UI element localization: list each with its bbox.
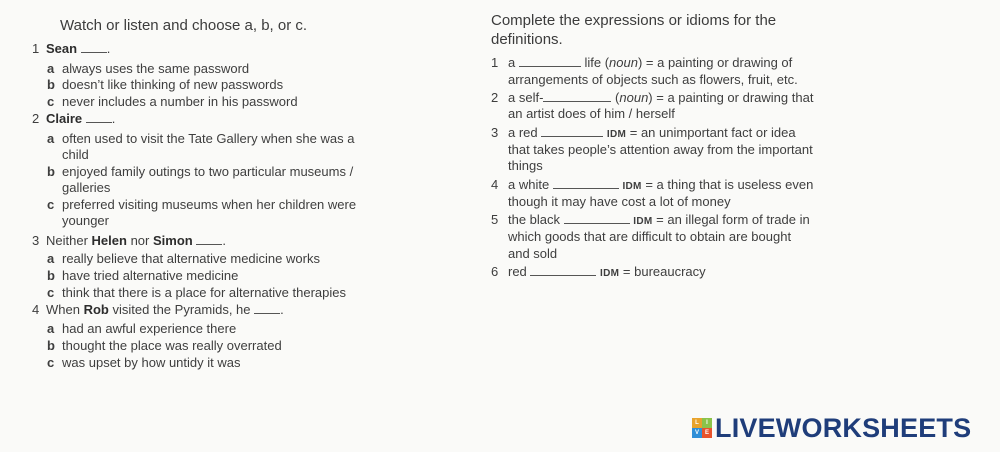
answer-blank[interactable] [553, 178, 619, 189]
question-stem: Claire . [46, 111, 116, 126]
option-text: think that there is a place for alternative therapies [62, 285, 346, 300]
answer-blank[interactable] [86, 112, 112, 123]
item-text: that takes people’s attention away from the important [508, 142, 813, 157]
item-text: and sold [508, 246, 558, 261]
option-text: doesn’t like thinking of new passwords [62, 77, 284, 92]
option-letter[interactable]: c [47, 285, 55, 300]
logo-text: LIVEWORKSHEETS [715, 412, 972, 443]
item-text: a red IDM = an unimportant fact or idea [508, 125, 796, 140]
item-text: a self- (noun) = a painting or drawing that [508, 90, 814, 105]
item-text: the black IDM = an illegal form of trade in [508, 212, 810, 227]
option-letter[interactable]: a [47, 131, 55, 146]
item-text: a white IDM = a thing that is useless even [508, 177, 814, 192]
option-text: had an awful experience there [62, 321, 237, 336]
option-text: thought the place was really overrated [62, 338, 282, 353]
idiom-tag: IDM [622, 181, 642, 192]
item-number: 1 [491, 55, 499, 70]
question-number: 2 [32, 111, 40, 126]
answer-blank[interactable] [519, 56, 581, 67]
right-heading-line1: Complete the expressions or idioms for the [491, 12, 777, 29]
option-text: have tried alternative medicine [62, 268, 239, 283]
question-number: 3 [32, 233, 40, 248]
option-letter[interactable]: b [47, 164, 55, 179]
item-text: red IDM = bureaucracy [508, 264, 706, 279]
option-letter[interactable]: b [47, 268, 55, 283]
option-text: child [62, 147, 89, 162]
item-text: though it may have cost a lot of money [508, 194, 731, 209]
option-text: always uses the same password [62, 61, 250, 76]
option-text: often used to visit the Tate Gallery when she was a [62, 131, 355, 146]
item-number: 6 [491, 264, 499, 279]
person-name: Helen [91, 233, 127, 248]
answer-blank[interactable] [196, 234, 222, 245]
option-text: galleries [62, 180, 111, 195]
question-number: 1 [32, 41, 40, 56]
right-heading-line2: definitions. [491, 31, 563, 48]
item-number: 5 [491, 212, 499, 227]
option-letter[interactable]: c [47, 355, 55, 370]
question-stem: When Rob visited the Pyramids, he . [46, 302, 284, 317]
option-text: preferred visiting museums when her children were [62, 197, 357, 212]
person-name: Simon [153, 233, 193, 248]
option-letter[interactable]: c [47, 94, 55, 109]
answer-blank[interactable] [254, 303, 280, 314]
item-text: a life (noun) = a painting or drawing of [508, 55, 793, 70]
option-text: younger [62, 213, 109, 228]
idiom-tag: IDM [633, 216, 653, 227]
item-text: an artist does of him / herself [508, 106, 675, 121]
idiom-tag: IDM [600, 268, 620, 279]
answer-blank[interactable] [541, 126, 603, 137]
item-number: 3 [491, 125, 499, 140]
answer-blank[interactable] [543, 91, 611, 102]
option-letter[interactable]: c [47, 197, 55, 212]
item-text: things [508, 158, 543, 173]
option-letter[interactable]: b [47, 77, 55, 92]
item-text: which goods that are difficult to obtain are bought [508, 229, 792, 244]
item-number: 4 [491, 177, 499, 192]
person-name: Claire [46, 111, 83, 126]
left-heading: Watch or listen and choose a, b, or c. [60, 17, 308, 34]
option-text: was upset by how untidy it was [62, 355, 241, 370]
item-text: arrangements of objects such as flowers, fruit, etc. [508, 72, 798, 87]
logo-mark-icon: L I V E [692, 418, 712, 438]
answer-blank[interactable] [564, 213, 630, 224]
answer-blank[interactable] [81, 42, 107, 53]
idiom-tag: IDM [606, 129, 627, 140]
person-name: Rob [83, 302, 109, 317]
option-letter[interactable]: b [47, 338, 55, 353]
option-letter[interactable]: a [47, 61, 55, 76]
question-number: 4 [32, 302, 40, 317]
question-stem: Neither Helen nor Simon . [46, 233, 226, 248]
option-letter[interactable]: a [47, 321, 55, 336]
option-text: enjoyed family outings to two particular museums / [62, 164, 354, 179]
option-text: really believe that alternative medicine works [62, 251, 320, 266]
liveworksheets-logo[interactable] [692, 413, 971, 443]
option-text: never includes a number in his password [62, 94, 298, 109]
question-stem: Sean . [46, 41, 111, 56]
option-letter[interactable]: a [47, 251, 55, 266]
answer-blank[interactable] [530, 265, 596, 276]
person-name: Sean [46, 41, 78, 56]
item-number: 2 [491, 90, 499, 105]
